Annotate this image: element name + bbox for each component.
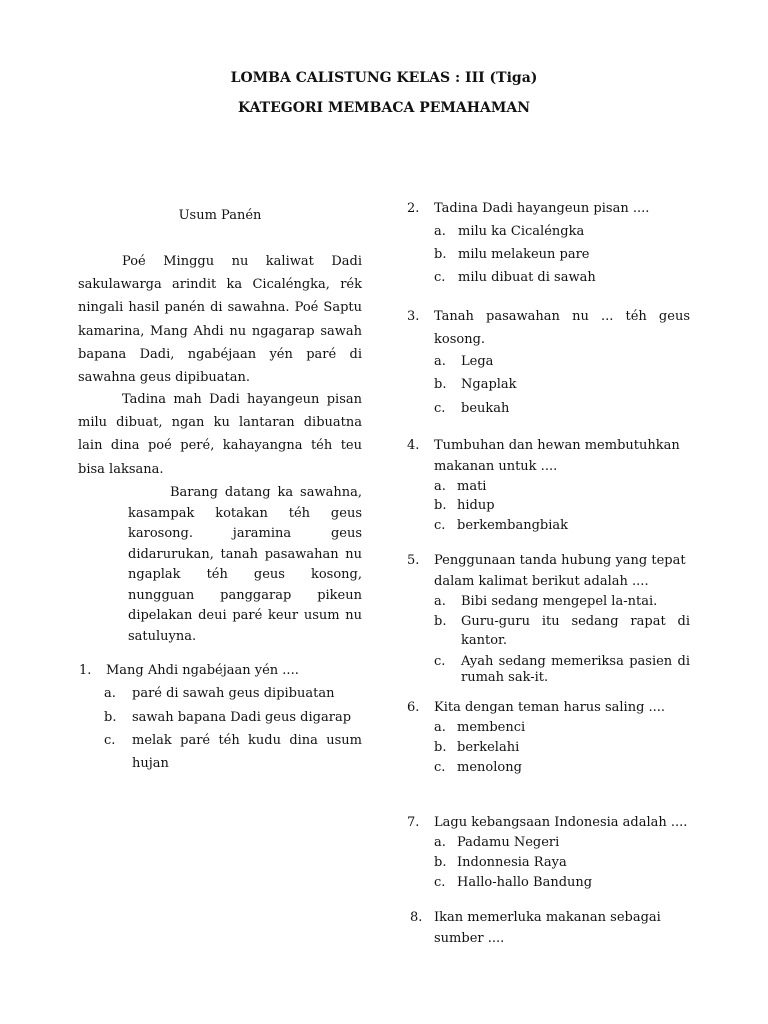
question-8-text: Ikan memerluka makanan sebagai	[434, 910, 661, 925]
question-4-number: 4.	[407, 438, 420, 453]
question-8-number: 8.	[410, 910, 423, 925]
question-1-option-b-letter: b.	[104, 710, 117, 725]
question-3-number: 3.	[407, 309, 420, 324]
question-7-text: Lagu kebangsaan Indonesia adalah ....	[434, 815, 688, 830]
question-4-option-c-letter: c.	[434, 518, 446, 533]
question-6-option-b-text: berkelahi	[457, 740, 520, 755]
question-5-text-cont: dalam kalimat berikut adalah ....	[434, 574, 649, 589]
question-6-option-a-text: membenci	[457, 720, 526, 735]
question-3-text-cont: kosong.	[434, 332, 486, 347]
question-1-option-c-text-cont: hujan	[132, 756, 169, 771]
question-3-option-b-letter: b.	[434, 377, 447, 392]
question-8-text-cont: sumber ....	[434, 931, 505, 946]
question-2-option-a-letter: a.	[434, 224, 446, 239]
question-5-option-a-text: Bibi sedang mengepel la-ntai.	[461, 594, 658, 609]
document-title: LOMBA CALISTUNG KELAS : III (Tiga)	[230, 70, 538, 86]
question-6-option-a-letter: a.	[434, 720, 446, 735]
question-6-option-c-letter: c.	[434, 760, 446, 775]
question-1-text: Mang Ahdi ngabéjaan yén ....	[106, 663, 299, 678]
question-1-option-c-text: melak paré téh kudu dina usum	[132, 733, 362, 748]
question-5-option-c-text: Ayah sedang memeriksa pasien di	[461, 654, 690, 669]
question-4-option-c-text: berkembangbiak	[457, 518, 569, 533]
question-2-option-b-letter: b.	[434, 247, 447, 262]
question-5-number: 5.	[407, 553, 420, 568]
question-2-option-c-text: milu dibuat di sawah	[458, 270, 596, 285]
question-5-option-b-text: Guru-guru itu sedang rapat di	[461, 614, 690, 629]
question-6-option-b-letter: b.	[434, 740, 447, 755]
question-7-option-a-letter: a.	[434, 835, 446, 850]
question-3-option-c-letter: c.	[434, 401, 446, 416]
question-7-number: 7.	[407, 815, 420, 830]
question-7-option-b-letter: b.	[434, 855, 447, 870]
question-1-number: 1.	[79, 663, 92, 678]
question-6-number: 6.	[407, 700, 420, 715]
question-7-option-c-letter: c.	[434, 875, 446, 890]
question-3-option-a-text: Lega	[461, 354, 494, 369]
question-2-option-b-text: milu melakeun pare	[458, 247, 590, 262]
passage-paragraph-3: Barang datang ka sawahna, kasampak kotakan téh geus karosong. jaramina geus didarurukan, tanah pasawahan nu ngaplak téh geus kosong, nungguan panggarap pikeun dipelakan deui paré keur usum nu satuluyna.	[128, 485, 362, 644]
question-2-option-c-letter: c.	[434, 270, 446, 285]
question-3-option-c-text: beukah	[461, 401, 510, 416]
question-2-option-a-text: milu ka Cicaléngka	[458, 224, 585, 239]
question-4-option-b-letter: b.	[434, 498, 447, 513]
question-4-text: Tumbuhan dan hewan membutuhkan	[434, 438, 680, 453]
question-5-option-c-text-cont: rumah sak-it.	[461, 670, 549, 685]
passage-title: Usum Panén	[178, 208, 262, 223]
question-1-option-a-text: paré di sawah geus dipibuatan	[132, 686, 335, 701]
question-2-number: 2.	[407, 201, 420, 216]
question-7-option-b-text: Indonnesia Raya	[457, 855, 567, 870]
question-5-option-c-letter: c.	[434, 654, 446, 669]
question-5-option-a-letter: a.	[434, 594, 446, 609]
question-1-option-c-letter: c.	[104, 733, 116, 748]
question-4-option-a-text: mati	[457, 479, 487, 494]
question-4-option-a-letter: a.	[434, 479, 446, 494]
question-2-text: Tadina Dadi hayangeun pisan ....	[434, 201, 650, 216]
question-3-option-a-letter: a.	[434, 354, 446, 369]
document-subtitle: KATEGORI MEMBACA PEMAHAMAN	[237, 100, 531, 116]
passage-paragraph-2: Tadina mah Dadi hayangeun pisan milu dibuat, ngan ku lantaran dibuatna lain dina poé peré, kahayangna téh teu bisa laksana.	[78, 392, 362, 477]
question-7-option-c-text: Hallo-hallo Bandung	[457, 875, 593, 890]
question-3-option-b-text: Ngaplak	[461, 377, 517, 392]
question-7-option-a-text: Padamu Negeri	[457, 835, 560, 850]
question-6-option-c-text: menolong	[457, 760, 522, 775]
question-4-text-cont: makanan untuk ....	[434, 459, 558, 474]
question-3-text: Tanah pasawahan nu ... téh geus	[434, 309, 690, 324]
question-5-option-b-letter: b.	[434, 614, 447, 629]
question-4-option-b-text: hidup	[457, 498, 495, 513]
passage-paragraph-1: Poé Minggu nu kaliwat Dadi sakulawarga arindit ka Cicaléngka, rék ningali hasil panén di sawahna. Poé Saptu kamarina, Mang Ahdi nu ngagarap sawah bapana Dadi, ngabéjaan yén paré di sawahna geus dipibuatan.	[78, 254, 362, 386]
question-6-text: Kita dengan teman harus saling ....	[434, 700, 666, 715]
question-5-option-b-text-cont: kantor.	[461, 633, 507, 648]
question-1-option-a-letter: a.	[104, 686, 116, 701]
question-1-option-b-text: sawah bapana Dadi geus digarap	[132, 710, 352, 725]
question-5-text: Penggunaan tanda hubung yang tepat	[434, 553, 686, 568]
